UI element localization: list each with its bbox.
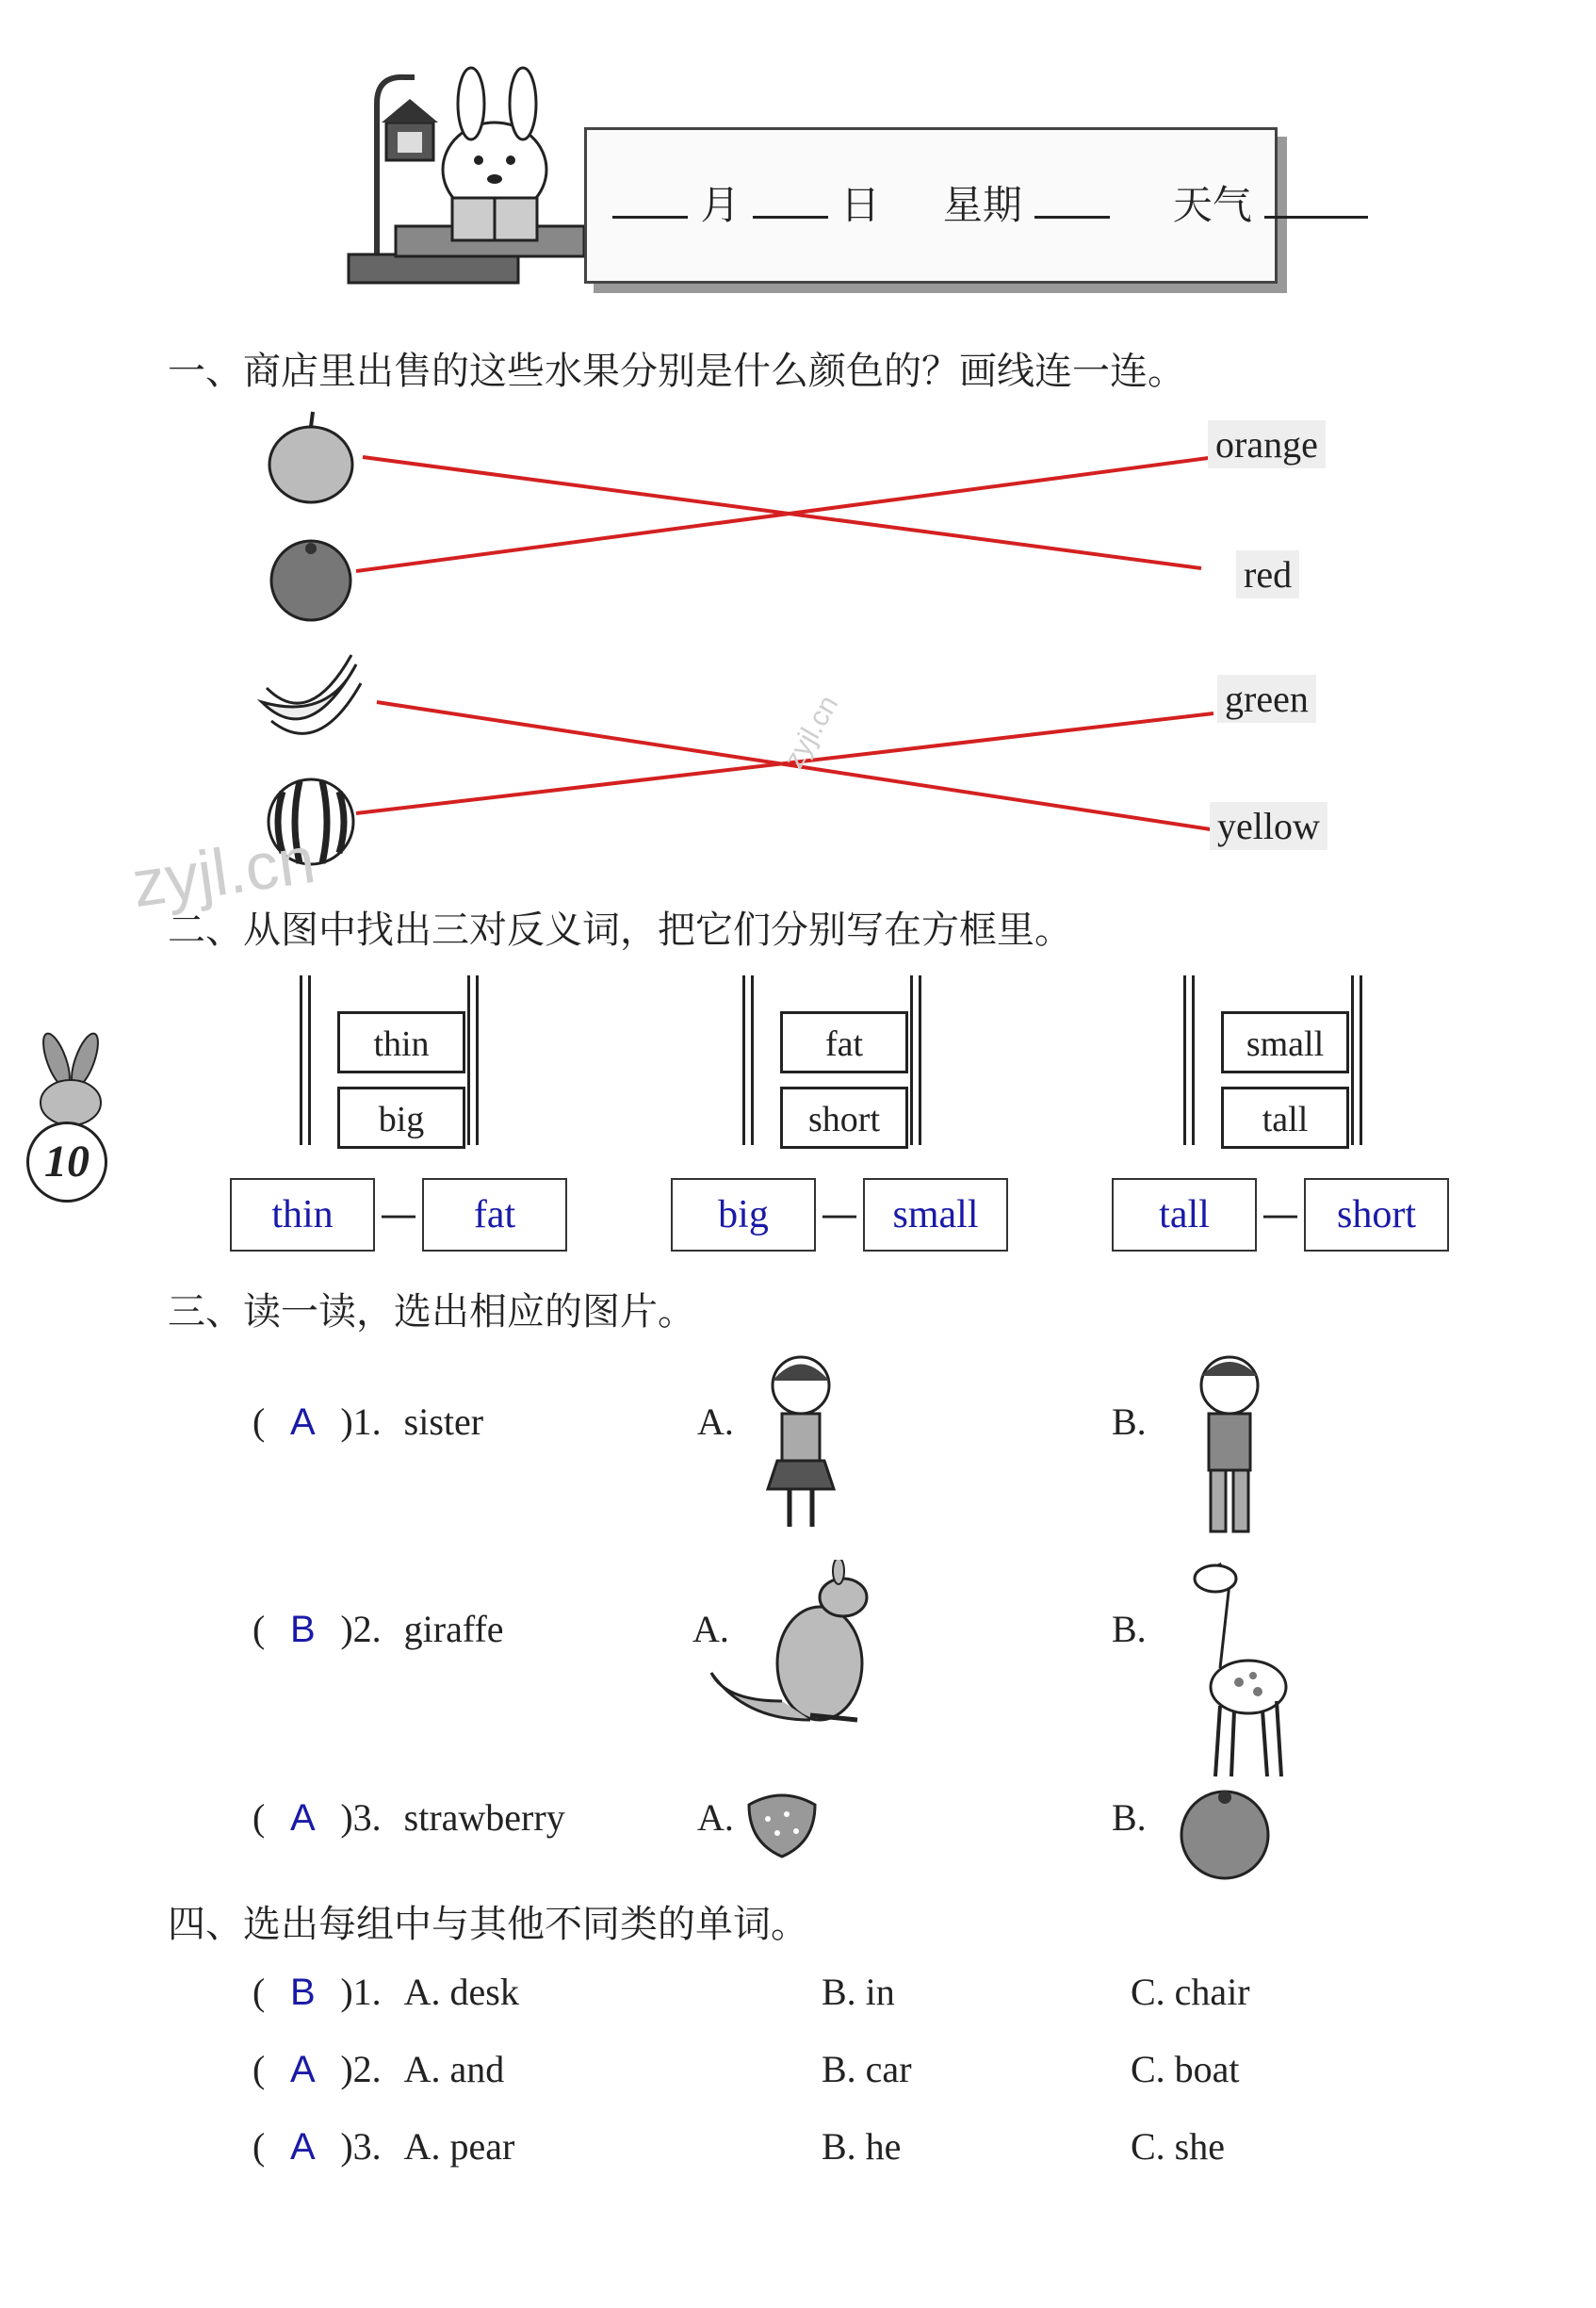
s4-item-1: ( B )1. A. desk	[252, 1971, 519, 2013]
color-word-orange: orange	[1208, 420, 1326, 468]
answer: A	[289, 2049, 316, 2090]
option-b: B. he	[822, 2125, 902, 2168]
option-a-label: A.	[697, 1400, 734, 1443]
word: sister	[403, 1400, 484, 1443]
answer: A	[289, 2126, 316, 2168]
word: giraffe	[403, 1608, 504, 1650]
option-a: A. desk	[403, 1971, 519, 2013]
option-b: B. in	[822, 1971, 895, 2013]
strawberry-icon	[740, 1786, 824, 1861]
day-label: 日	[840, 182, 881, 228]
giraffe-icon	[1164, 1555, 1314, 1781]
s3-item-3: ( A )3. strawberry	[252, 1796, 565, 1839]
option-a-label: A.	[692, 1608, 729, 1650]
option-c: C. chair	[1131, 1971, 1250, 2013]
answer: B	[289, 1609, 316, 1650]
boy-icon	[1173, 1348, 1286, 1546]
answer: B	[289, 1972, 316, 2013]
option-a: A. pear	[403, 2125, 515, 2168]
word: strawberry	[403, 1796, 565, 1839]
antonym-pair-3	[1112, 1178, 1449, 1252]
ladder-word-top: thin	[337, 1011, 465, 1073]
answer-box-right: fat	[422, 1178, 567, 1252]
answer-box-right: small	[863, 1178, 1008, 1252]
kangaroo-icon	[707, 1560, 895, 1739]
answer-box-left: thin	[230, 1178, 375, 1252]
girl-icon	[744, 1348, 857, 1536]
s3-item-1: ( A )1. sister	[252, 1400, 484, 1443]
dash: —	[821, 1193, 858, 1236]
bunny-icon	[28, 1032, 122, 1126]
option-b-label: B.	[1112, 1400, 1147, 1443]
strawberry-picture	[740, 1786, 824, 1865]
giraffe-picture	[1164, 1555, 1314, 1785]
option-c: C. boat	[1131, 2048, 1240, 2090]
matching-lines	[0, 0, 1596, 942]
watermark: zyjl.cn	[127, 822, 319, 922]
option-b: B. car	[822, 2048, 912, 2090]
month-label: 月	[700, 182, 741, 228]
ladder-word-bottom: tall	[1221, 1087, 1349, 1149]
orange-picture	[1178, 1786, 1272, 1884]
dash: —	[380, 1193, 417, 1236]
page-number: 10	[26, 1121, 107, 1203]
section3-title: 三、读一读，选出相应的图片。	[168, 1290, 695, 1334]
color-word-red: red	[1236, 550, 1299, 598]
ladder-3	[1183, 975, 1372, 1145]
option-b-label: B.	[1112, 1796, 1147, 1839]
color-word-yellow: yellow	[1210, 802, 1327, 850]
antonym-pair-2	[671, 1178, 1008, 1252]
option-a: A. and	[403, 2048, 505, 2090]
section2-title: 二、从图中找出三对反义词，把它们分别写在方框里。	[168, 908, 1072, 952]
section1-title: 一、商店里出售的这些水果分别是什么颜色的？画线连一连。	[168, 350, 1185, 393]
weekday-label: 星期	[942, 182, 1022, 228]
answer-box-left: big	[671, 1178, 816, 1252]
color-word-green: green	[1217, 675, 1316, 723]
s4-item-3: ( A )3. A. pear	[252, 2125, 515, 2168]
kangaroo-picture	[707, 1560, 895, 1743]
answer-box-right: short	[1304, 1178, 1449, 1252]
option-b-label: B.	[1112, 1608, 1147, 1650]
option-a-label: A.	[697, 1796, 734, 1839]
answer: A	[289, 1401, 316, 1443]
s3-item-2: ( B )2. giraffe	[252, 1608, 504, 1650]
option-c: C. she	[1131, 2125, 1225, 2168]
orange-icon	[1178, 1786, 1272, 1880]
ladder-2	[742, 975, 931, 1145]
weather-label: 天气	[1172, 182, 1252, 228]
watermark-small: zyjl.cn	[778, 690, 845, 775]
section4-title: 四、选出每组中与其他不同类的单词。	[168, 1903, 808, 1946]
match-line-watermelon-green	[356, 713, 1213, 813]
ladder-word-bottom: short	[780, 1087, 908, 1149]
answer: A	[289, 1797, 316, 1839]
answer-box-left: tall	[1112, 1178, 1257, 1252]
ladder-word-bottom: big	[337, 1087, 465, 1149]
dash: —	[1262, 1193, 1299, 1236]
page-bunny	[28, 1032, 122, 1130]
ladder-word-top: fat	[780, 1011, 908, 1073]
ladder-word-top: small	[1221, 1011, 1349, 1073]
antonym-pair-1	[230, 1178, 567, 1252]
ladder-1	[300, 975, 488, 1145]
girl-picture	[744, 1348, 857, 1540]
boy-picture	[1173, 1348, 1286, 1549]
s4-item-2: ( A )2. A. and	[252, 2048, 505, 2090]
